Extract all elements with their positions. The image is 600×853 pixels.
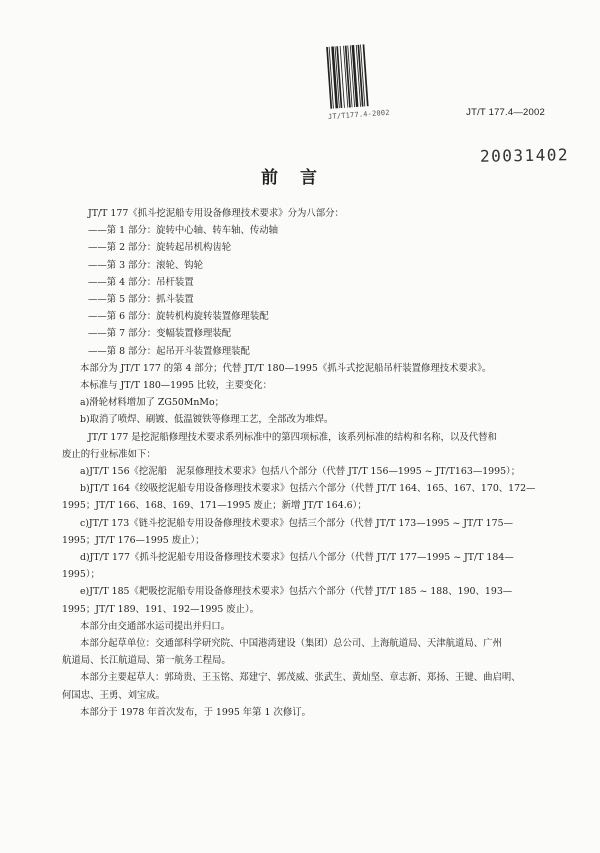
body-line: c)JT/T 173《链斗挖泥船专用设备修理技术要求》包括三个部分（代替 JT/T 173—1995 ~ JT/T 175— <box>80 517 513 529</box>
document-code: JT/T 177.4—2002 <box>466 107 545 118</box>
body-line: ——第 8 部分：起吊开斗装置修理装配 <box>88 345 250 357</box>
body-line: a)滑轮材料增加了 ZG50MnMo； <box>80 397 225 409</box>
body-line: b)取消了喷焊、刷镀、低温镀铁等修理工艺，全部改为堆焊。 <box>80 414 334 426</box>
body-line: ——第 5 部分：抓斗装置 <box>88 294 194 306</box>
body-line: 1995；JT/T 189、191、192—1995 废止）。 <box>62 603 260 615</box>
body-line: ——第 6 部分：旋转机构旋转装置修理装配 <box>88 311 269 323</box>
body-line: ——第 2 部分：旋转起吊机构齿轮 <box>88 242 232 254</box>
page-title: 前言 <box>261 168 339 188</box>
body-line: d)JT/T 177《抓斗挖泥船专用设备修理技术要求》包括八个部分（代替 JT/T 177—1995 ~ JT/T 184— <box>80 552 514 564</box>
body-line: ——第 1 部分：旋转中心轴、转车轴、传动轴 <box>88 225 279 237</box>
barcode <box>325 43 390 131</box>
body-line: 1995；JT/T 166、168、169、171—1995 废止；新增 JT/T 164.6）； <box>62 500 367 512</box>
body-line: 本部分起草单位：交通部科学研究院、中国港湾建设（集团）总公司、上海航道局、天津航道局、广州 <box>80 638 502 650</box>
body-line: 本部分主要起草人：郭琦贵、王玉铭、郑建宁、郭茂威、张武生、黄灿坚、章志新、郑扬、王键、曲启明、 <box>80 672 521 684</box>
body-line: JT/T 177《抓斗挖泥船专用设备修理技术要求》分为八部分： <box>88 208 344 219</box>
body-line: 何国忠、王勇、刘宝成。 <box>62 689 166 701</box>
barcode-bar <box>363 44 369 106</box>
body-line: 本部分为 JT/T 177 的第 4 部分；代替 JT/T 180—1995《抓斗式挖泥船吊杆装置修理技术要求》。 <box>80 362 492 374</box>
stamp-number: 20031402 <box>479 145 570 166</box>
body-line: ——第 4 部分：吊杆装置 <box>88 276 194 288</box>
foreword-body <box>62 205 548 721</box>
body-line: 本部分由交通部水运司提出并归口。 <box>80 620 231 632</box>
body-line: 航道局、长江航道局、第一航务工程局。 <box>62 655 231 667</box>
body-line: a)JT/T 156《挖泥船 泥泵修理技术要求》包括八个部分（代替 JT/T 156—1995 ~ JT/T163—1995）； <box>80 466 521 478</box>
body-line: ——第 3 部分：滚轮、钩轮 <box>88 259 204 271</box>
body-line: ——第 7 部分：变幅装置修理装配 <box>88 328 232 340</box>
body-line: 本部分于 1978 年首次发布，于 1995 年第 1 次修订。 <box>80 706 311 718</box>
body-line: 1995；JT/T 176—1995 废止）； <box>62 534 205 546</box>
body-line: 1995）； <box>62 569 100 581</box>
body-line: 本标准与 JT/T 180—1995 比较，主要变化： <box>80 380 272 392</box>
barcode-number: JT/T177.4-2002 <box>327 108 390 121</box>
body-line: e)JT/T 185《耙吸挖泥船专用设备修理技术要求》包括六个部分（代替 JT/T 185 ~ 188、190、193— <box>80 586 513 598</box>
body-line: b)JT/T 164《绞吸挖泥船专用设备修理技术要求》包括六个部分（代替 JT/T 164、165、167、170、172— <box>80 483 536 495</box>
body-line: 废止的行业标准如下： <box>62 448 156 460</box>
body-line: JT/T 177 是挖泥船修理技术要求系列标准中的第四项标准，该系列标准的结构和名称，以及代替和 <box>88 431 497 443</box>
barcode-bars <box>325 43 383 111</box>
